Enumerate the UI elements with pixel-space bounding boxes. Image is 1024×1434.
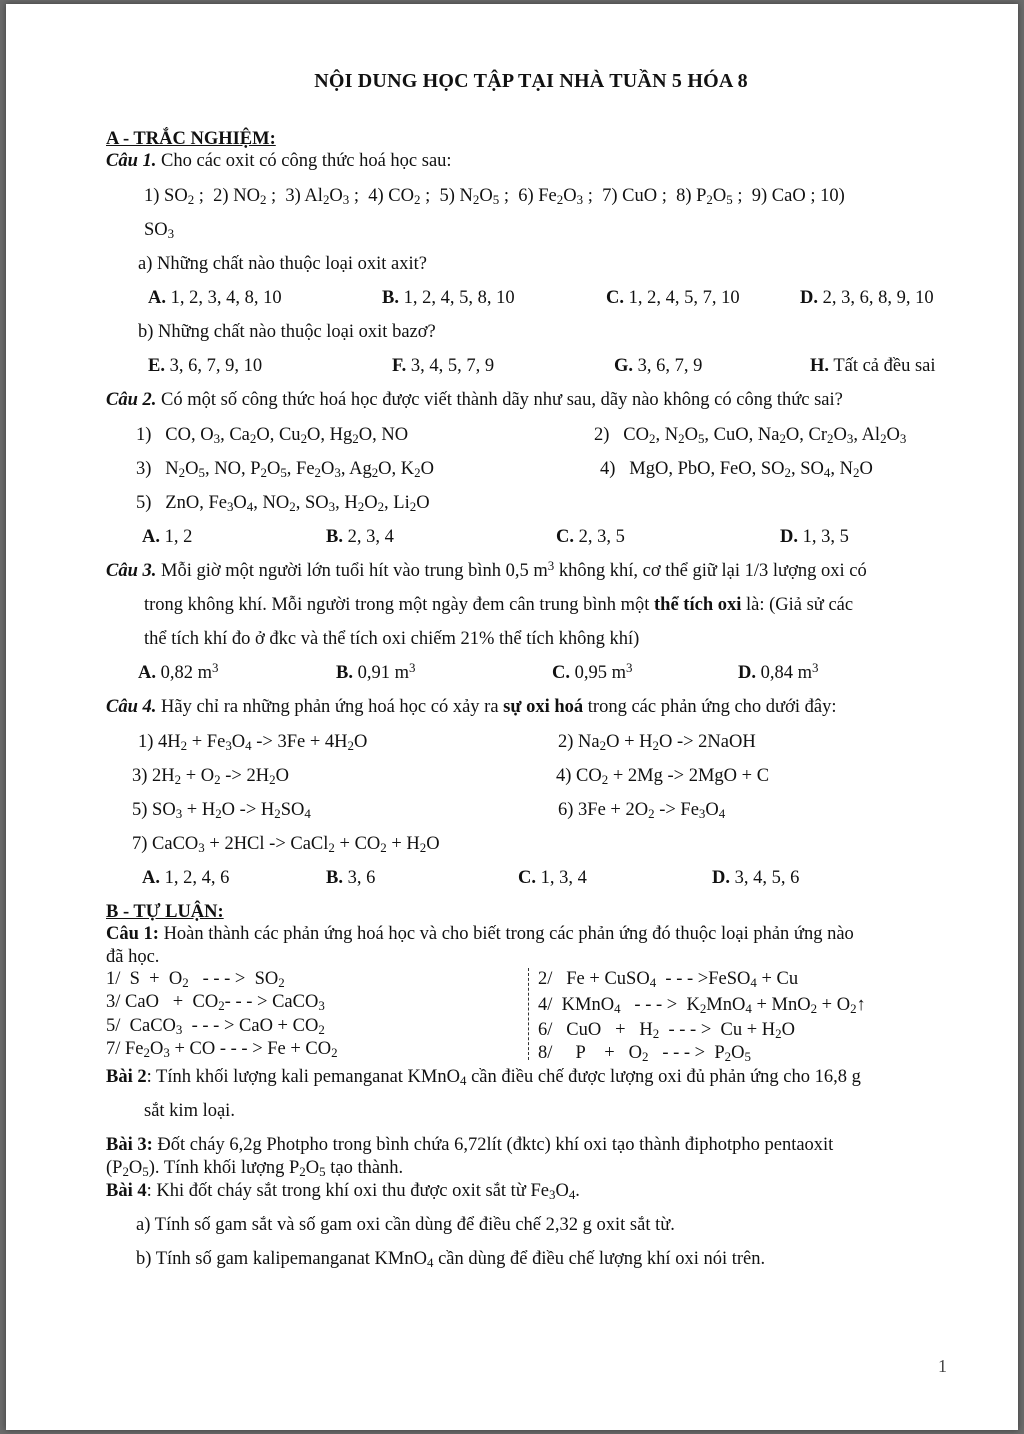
section-b-heading: B - TỰ LUẬN: (106, 902, 224, 922)
essay-problem-4: Bài 4: Khi đốt cháy sắt trong khí oxi thu được oxit sắt từ $Fe_3O_4$. (106, 1181, 580, 1202)
q3-option-c: C. 0,95 $m^3$ (552, 660, 633, 683)
q4-reaction-5: 5) $SO_3 + H_2O -> H_2SO_4$ (132, 800, 311, 821)
essay-reaction-7: 7/ $Fe_2O_3$ + CO - - - > $Fe + CO_2$ (106, 1039, 338, 1060)
question-3-line-3: thể tích khí đo ở đkc và thể tích oxi chiếm 21% thể tích không khí) (144, 629, 640, 649)
essay-problem-2: Bài 2: Tính khối lượng kali pemanganat KMnO$_4$ cần điều chế được lượng oxi đủ phản ứng cho 16,8 g (106, 1067, 861, 1088)
q3-option-d: D. 0,84 $m^3$ (738, 660, 819, 683)
q2-series-2: 2) $CO_2$, $N_2O_5$, CuO, $Na_2O$, $Cr_2O_3$, $Al_2O_3$ (594, 425, 907, 446)
q4-reaction-3: 3) $2H_2 + O_2 -> 2H_2O$ (132, 766, 289, 787)
essay-problem-2-cont: sắt kim loại. (144, 1101, 235, 1121)
question-4: Câu 4. Hãy chỉ ra những phản ứng hoá học có xảy ra sự oxi hoá trong các phản ứng cho dưới đây: (106, 697, 837, 717)
essay-reaction-8: 8/ P + $O_2$ - - - > $P_2O_5$ (538, 1043, 751, 1064)
q2-series-3: 3) $N_2O_5$, NO, $P_2O_5$, $Fe_2O_3$, $Ag_2O$, $K_2O$ (136, 459, 434, 480)
essay-problem-4-b: b) Tính số gam kalipemanganat KMnO$_4$ cần dùng để điều chế lượng khí oxi nói trên. (136, 1249, 766, 1270)
q4-option-b: B. 3, 6 (326, 868, 376, 888)
q4-reaction-4: 4) $CO_2 + 2Mg -> 2MgO + C$ (556, 766, 770, 787)
essay-reaction-3: 3/ CaO + $CO_2-$ - - > CaCO$_3$ (106, 992, 325, 1013)
q1b-option-e: E. 3, 6, 7, 9, 10 (148, 356, 263, 376)
essay-reaction-1: 1/ $S + O_2$ - - - > $SO_2$ (106, 969, 285, 990)
question-4-label: Câu 4. (106, 697, 157, 717)
q1a-option-b: B. 1, 2, 4, 5, 8, 10 (382, 288, 515, 308)
essay-reaction-2: 2/ Fe + CuSO$_4$ - - - >FeSO$_4$ + Cu (538, 969, 799, 990)
question-1-oxide-list: 1) $SO_2$ ; 2) $NO_2$ ; 3) $Al_2O_3$ ; 4) $CO_2$ ; 5) $N_2O_5$ ; 6) $Fe_2O_3$ ; 7) CuO ; 8) $P_2O_5$ ; 9) CaO ; 10) (144, 186, 845, 207)
essay-question-1: Câu 1: Hoàn thành các phản ứng hoá học và cho biết trong các phản ứng đó thuộc loại phản ứng nào (106, 924, 854, 944)
q1b-option-f: F. 3, 4, 5, 7, 9 (392, 356, 495, 376)
column-divider (528, 968, 529, 1060)
q2-option-d: D. 1, 3, 5 (780, 527, 849, 547)
question-2-label: Câu 2. (106, 390, 157, 410)
question-1-part-b: b) Những chất nào thuộc loại oxit bazơ? (138, 322, 436, 342)
essay-problem-3-cont: $(P_2O_5)$. Tính khối lượng $P_2O_5$ tạo thành. (106, 1158, 404, 1179)
question-2-text: Có một số công thức hoá học được viết thành dãy như sau, dãy nào không có công thức sai? (156, 390, 843, 410)
q1b-option-g: G. 3, 6, 7, 9 (614, 356, 703, 376)
q2-option-c: C. 2, 3, 5 (556, 527, 625, 547)
section-a-heading: A - TRẮC NGHIỆM: (106, 129, 276, 149)
question-1 (106, 150, 452, 172)
q4-option-c: C. 1, 3, 4 (518, 868, 587, 888)
q1a-option-c: C. 1, 2, 4, 5, 7, 10 (606, 288, 740, 308)
q2-option-a: A. 1, 2 (142, 527, 193, 547)
question-1-part-a: a) Những chất nào thuộc loại oxit axit? (138, 254, 427, 274)
q1b-option-h: H. Tất cả đều sai (810, 356, 936, 376)
question-3: Câu 3. Mỗi giờ một người lớn tuổi hít vào trung bình 0,5 $m^3$ không khí, cơ thể giữ lại 1/3 lượng oxi có (106, 558, 867, 581)
question-1-oxide-list-cont: $SO_3$ (144, 220, 175, 241)
essay-problem-4-a: a) Tính số gam sắt và số gam oxi cần dùng để điều chế 2,32 g oxit sắt từ. (136, 1215, 675, 1235)
q2-option-b: B. 2, 3, 4 (326, 527, 394, 547)
essay-problem-3: Bài 3: Đốt cháy 6,2g Photpho trong bình chứa 6,72lít (đktc) khí oxi tạo thành điphotpho pentaoxit (106, 1135, 834, 1155)
q2-series-4: 4) MgO, PbO, FeO, $SO_2$, $SO_4$, $N_2O$ (600, 459, 873, 480)
q2-series-5: 5) ZnO, $Fe_3O_4$, $NO_2$, $SO_3$, $H_2O_2$, $Li_2O$ (136, 493, 430, 514)
q4-reaction-7: 7) CaCO$_3$ + 2HCl -> CaCl$_2$ + $CO_2 + H_2O$ (132, 834, 440, 855)
question-1-label: Câu 1. (106, 151, 157, 171)
essay-reaction-4: 4/ KMnO$_4$ - - - > $K_2MnO_4 + MnO_2$ + $O_2↑$ (538, 995, 866, 1016)
q2-series-1: 1) CO, $O_3$, $Ca_2O$, $Cu_2O$, $Hg_2O$, NO (136, 425, 409, 446)
q4-reaction-2: 2) $Na_2O + H_2O$ -> 2NaOH (558, 732, 756, 753)
q3-option-a: A. 0,82 $m^3$ (138, 660, 219, 683)
q4-reaction-1: 1) $4H_2 + Fe_3O_4 -> 3Fe + 4H_2O$ (138, 732, 368, 753)
question-3-line-2: trong không khí. Mỗi người trong một ngày đem cân trung bình một thể tích oxi là: (Giả sử các (144, 595, 854, 615)
q3-option-b: B. 0,91 $m^3$ (336, 660, 416, 683)
q4-option-a: A. 1, 2, 4, 6 (142, 868, 230, 888)
question-1-text: Cho các oxit có công thức hoá học sau: (156, 151, 452, 171)
q4-reaction-6: 6) $3Fe + 2O_2 -> Fe_3O_4$ (558, 800, 726, 821)
page-title: NỘI DUNG HỌC TẬP TẠI NHÀ TUẦN 5 HÓA 8 (314, 70, 748, 92)
page-number: 1 (938, 1356, 947, 1376)
essay-reaction-6: 6/ CuO + $H_2$ - - - > $Cu + H_2O$ (538, 1020, 796, 1041)
q1a-option-d: D. 2, 3, 6, 8, 9, 10 (800, 288, 934, 308)
question-3-label: Câu 3. (106, 561, 157, 581)
q1a-option-a: A. 1, 2, 3, 4, 8, 10 (148, 288, 282, 308)
question-2 (106, 389, 843, 411)
essay-reaction-5: 5/ CaCO$_3$ - - - > CaO + $CO_2$ (106, 1016, 325, 1037)
document-page (6, 4, 1018, 1430)
essay-question-1-cont: đã học. (106, 947, 160, 967)
q4-option-d: D. 3, 4, 5, 6 (712, 868, 800, 888)
